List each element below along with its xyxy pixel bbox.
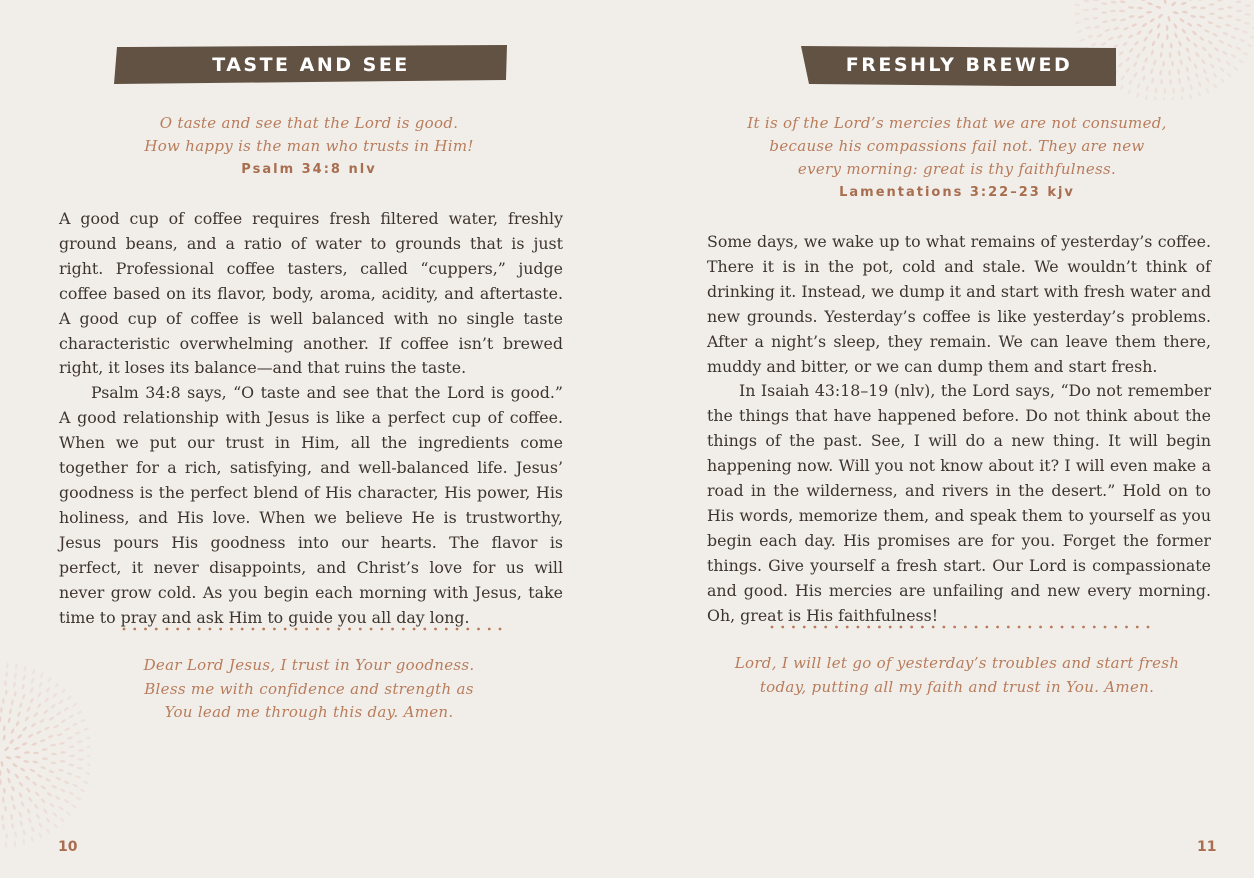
verse-line: every morning: great is thy faithfulness. xyxy=(797,160,1117,178)
prayer-line: Dear Lord Jesus, I trust in Your goodness. xyxy=(143,656,475,674)
verse-reference: Psalm 34:8 nlv xyxy=(241,162,377,177)
right-heading-banner xyxy=(800,44,1118,86)
left-verse-block xyxy=(80,112,538,182)
right-prayer-block xyxy=(707,652,1207,699)
paragraph: In Isaiah 43:18–19 (nlv), the Lord says, “Do not remember the things that have happened before. Do not think about the things of the past. See, I will do a new thing. It will begin happening now. Will you not know about it? I will even make a road in the wilderness, and rivers in the desert.” Hold on to His words, memorize them, and speak them to yourself as you begin each day. His promises are for you. Forget the former things. Give yourself a fresh start. Our Lord is compassionate and good. His mercies are unfailing and new every morning. Oh, great is His faithfulness! xyxy=(707,381,1211,625)
dotted-divider xyxy=(770,624,1150,630)
verse-line: O taste and see that the Lord is good. xyxy=(159,114,459,132)
left-body-text xyxy=(59,207,563,630)
verse-line: How happy is the man who trusts in Him! xyxy=(144,137,474,155)
right-body-text xyxy=(707,230,1211,629)
verse-line: because his compassions fail not. They are new xyxy=(769,137,1145,155)
right-verse-block xyxy=(717,112,1197,205)
paragraph: Psalm 34:8 says, “O taste and see that the Lord is good.” A good relationship with Jesus is like a perfect cup of coffee. When we put our trust in Him, all the ingredients come together for a rich, satisfying, and well-balanced life. Jesus’ goodness is the perfect blend of His character, His power, His holiness, and His love. When we believe He is trustworthy, Jesus pours His goodness into our hearts. The flavor is perfect, it never disappoints, and Christ’s love for us will never grow cold. As you begin each morning with Jesus, take time to pray and ask Him to guide you all day long. xyxy=(59,383,563,627)
page-number: 11 xyxy=(1197,839,1217,855)
left-heading-banner xyxy=(113,44,509,86)
right-page xyxy=(627,0,1254,878)
page-number: 10 xyxy=(58,839,78,855)
prayer-line: today, putting all my faith and trust in You. Amen. xyxy=(759,677,1155,696)
prayer-line: Lord, I will let go of yesterday’s troubles and start fresh xyxy=(734,654,1180,672)
prayer-line: You lead me through this day. Amen. xyxy=(164,703,454,721)
right-page-title: FRESHLY BREWED xyxy=(845,54,1073,76)
left-page-title: TASTE AND SEE xyxy=(212,54,410,76)
prayer-line: Bless me with confidence and strength as xyxy=(144,679,474,698)
paragraph: Some days, we wake up to what remains of yesterday’s coffee. There it is in the pot, cold and stale. We wouldn’t think of drinking it. Instead, we dump it and start with fresh water and new grounds. Yesterday’s coffee is like yesterday’s problems. After a night’s sleep, they remain. We can leave them there, muddy and bitter, or we can dump them and start fresh. xyxy=(707,232,1211,376)
verse-line: It is of the Lord’s mercies that we are not consumed, xyxy=(747,114,1167,132)
paragraph: A good cup of coffee requires fresh filtered water, freshly ground beans, and a ratio of water to grounds that is just right. Professional coffee tasters, called “cuppers,” judge coffee based on its flavor, body, aroma, acidity, and aftertaste. A good cup of coffee is well balanced with no single taste characteristic overwhelming another. If coffee isn’t brewed right, it loses its balance—and that ruins the taste. xyxy=(59,209,563,378)
verse-reference: Lamentations 3:22–23 kjv xyxy=(839,185,1075,200)
dotted-divider xyxy=(122,626,502,632)
left-prayer-block xyxy=(80,654,538,725)
dotted-burst-decoration xyxy=(0,660,90,850)
